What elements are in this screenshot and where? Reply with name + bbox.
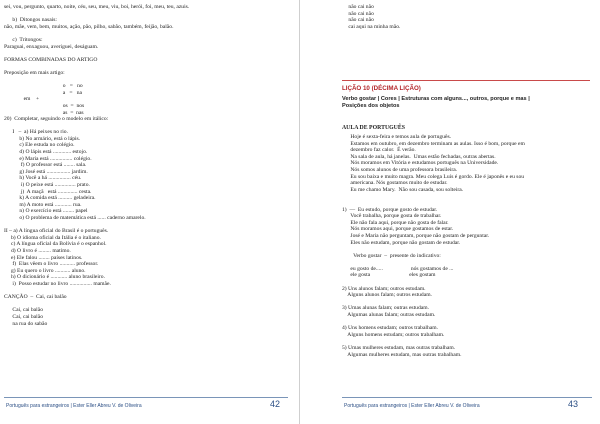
right-page-line: Alguns homens estudam; outros trabalham. <box>342 331 445 338</box>
left-page-line: II – a) A língua oficial do Brasil é o português. <box>4 228 109 235</box>
left-page-line: e) Maria está ................ colégio. <box>4 155 92 162</box>
verse-line: não cai não <box>340 17 374 24</box>
right-page-line: dezembro faz calor. É verão. <box>342 147 416 154</box>
left-page-line <box>4 30 296 37</box>
left-page-line: na rua do sabão <box>4 320 48 327</box>
left-footer-text: Português para estrangeiros | Ester Eller Abreu V. de Oliveira <box>6 403 142 409</box>
lesson-title: LIÇÃO 10 (DÉCIMA LIÇÃO) <box>342 85 421 92</box>
left-page-line: sei, vou, pergunto, quarto, noite, céu, seu, meu, viu, boi, herói, foi, meu, teu, azuis. <box>4 4 190 10</box>
left-page-line: f) Elas vêem o livro ........... professor. <box>4 261 99 268</box>
left-page-line: j) A maçã está .............. cesta. <box>4 188 92 195</box>
right-page-line: Estamos em outubro, em dezembro terminam as aulas. Isso é bom, porque em <box>342 140 525 147</box>
right-page <box>300 0 600 424</box>
left-page-line: CANÇÃO – Cai, cai balão <box>4 294 67 301</box>
left-page-line: c) A língua oficial da Bolívia é o espanhol. <box>4 241 107 248</box>
left-page-line: h) O dicionário é ............ aluno brasileiro. <box>4 274 105 281</box>
left-page-line: k) A comida está .......... geladeira. <box>4 195 96 202</box>
left-page-line: m) A moto está ............ rua. <box>4 201 82 208</box>
verse-line: cai aqui na minha mão. <box>340 23 401 30</box>
right-page-line: Alguns alunos falam; outros estudam. <box>342 292 432 299</box>
right-page-line: Ele não fala aqui, porque não gosta de falar. <box>342 219 449 226</box>
left-page-line: d) O livro é ......... matimo. <box>4 247 71 254</box>
right-page-line: Algumas alunas falam; outras estudam. <box>342 312 436 319</box>
left-page-line: em + <box>4 96 40 103</box>
left-page-line: I – a) Há peixes no rio. <box>4 129 69 136</box>
left-page-line: FORMAS COMBINADAS DO ARTIGO <box>4 56 98 63</box>
right-page-line: ele gosta eles gostam <box>342 272 436 279</box>
left-page-line: f) O professor está ........ sala. <box>4 162 87 169</box>
right-page-line: Hoje é sexta-feira e temos aula de português. <box>342 134 452 140</box>
right-page-line: Nós moramos aqui, porque gostamos de estar. <box>342 226 454 233</box>
verse-line: não cai não <box>340 4 374 10</box>
left-page-line <box>4 50 296 57</box>
right-page-line: 3) Umas alunas falam; outras estudam. <box>342 305 429 312</box>
left-page-line: b) O idioma oficial da Itália é o italiano. <box>4 234 101 241</box>
right-page-line: José e Maria não perguntam, porque não gostam de perguntar. <box>342 232 490 239</box>
left-page-line <box>4 301 296 308</box>
left-page-line: o) O problema de matemática está ...... caderno amarelo. <box>4 215 146 221</box>
right-page-line: Verbo gostar – presente do indicativo: <box>342 252 441 259</box>
left-page-line: g) Eu quero o livro ........... aluno. <box>4 267 86 274</box>
right-page-line: 1) — Eu estudo, porque gosto de estudar. <box>342 206 438 213</box>
right-page-line: Eu sou baixa e muito magra. Meu colega Luís é gordo. Ele é japonês e eu sou <box>342 173 525 180</box>
left-page-line: Paraguai, enxaguou, averiguei, deságuam. <box>4 43 99 50</box>
right-page-footer <box>300 397 600 411</box>
right-page-line: Nós somos alunos de uma professora brasileira. <box>342 166 458 173</box>
left-page-line: b) No armário, está o lápis. <box>4 135 81 142</box>
left-page-number: 42 <box>270 399 281 409</box>
left-page-line: Cai, cai balão <box>4 313 43 320</box>
left-page-line: a = na <box>4 89 83 96</box>
right-page-line <box>342 193 598 200</box>
left-page-line: os = nos <box>4 102 85 109</box>
lesson-subtitle-line-1: Verbo gostar | Cores | Estruturas com alguns..., outros, porque e mas | <box>342 96 530 102</box>
left-page-line: c) Tritongos: <box>4 36 43 43</box>
right-page-line <box>342 279 598 286</box>
left-page-line: o = no <box>4 83 83 90</box>
right-page-number: 43 <box>568 399 579 409</box>
right-page-top-verse <box>340 4 590 30</box>
left-page-line: Preposição em mais artigo: <box>4 69 65 76</box>
left-page-line: c) Ele estuda no colégio. <box>4 142 75 149</box>
right-page-line: Nós moramos em Vitória e estudamos português na Universidade. <box>342 160 499 167</box>
left-page-line: 20) Completar, seguindo o modelo em itálico: <box>4 116 109 123</box>
right-page-line <box>342 200 598 207</box>
section-title: AULA DE PORTUGUÊS <box>342 125 405 131</box>
right-page-line <box>342 246 598 253</box>
left-page-line: i) O peixe está ............... prato. <box>4 182 90 189</box>
left-page-footer <box>0 397 300 411</box>
right-page-line: Eu me chamo Mary. Não sou casada, sou solteira. <box>342 186 464 193</box>
left-page-line: Cai, cai balão <box>4 307 43 314</box>
right-page-line: eu gosto de..... nós gostamos de ... <box>342 265 454 272</box>
right-page-line: Eles não estudam, porque não gostam de estudar. <box>342 239 461 246</box>
left-page-line: n) O exercício está ........ papel <box>4 208 88 215</box>
right-footer-text: Português para estrangeiros | Ester Eller Abreu V. de Oliveira <box>344 403 480 409</box>
verse-line: não cai não <box>340 10 374 17</box>
left-page-line: h) Você a há ................ céu. <box>4 175 82 182</box>
left-page-body <box>4 4 296 327</box>
right-page-body <box>342 134 598 358</box>
lesson-divider <box>342 80 590 81</box>
left-page-line: as = nas <box>4 109 84 116</box>
left-page-line: i) Posso estudar no livro ................ mamãe. <box>4 280 111 287</box>
right-page-line: Na sala de aula, há janelas. Umas estão fechadas, outras abertas. <box>342 153 496 160</box>
lesson-subtitle-line-2: Posições dos objetos <box>342 103 400 109</box>
left-page-line: b) Ditongos nasais: <box>4 17 57 24</box>
left-page-line: d) O lápis está ............. estojo. <box>4 149 88 156</box>
left-page-line: e) Ele falou ........ países latinos. <box>4 254 83 261</box>
right-page-line: 4) Uns homens estudam; outros trabalham. <box>342 325 439 332</box>
left-page-line: não, mãe, vem, bem, muitos, ação, pão, pilho, sabão, também, feijão, balão. <box>4 23 174 30</box>
right-page-line <box>342 338 598 345</box>
right-page-line: Algumas mulheres estudam, mas outras trabalham. <box>342 351 462 358</box>
left-page-line <box>4 77 296 84</box>
right-page-line: americana. Nós gostamos muito de estudar. <box>342 180 448 187</box>
left-page-line <box>4 63 296 70</box>
right-page-line: 2) Uns alunos falam; outros estudam. <box>342 285 426 292</box>
right-page-line: 5) Umas mulheres estudam, mas outras trabalham. <box>342 345 456 351</box>
right-page-line: Você trabalha, porque gosta de trabalhar. <box>342 213 442 220</box>
right-page-line <box>342 259 598 266</box>
left-page-line: g) José está ................. jardim. <box>4 168 88 175</box>
